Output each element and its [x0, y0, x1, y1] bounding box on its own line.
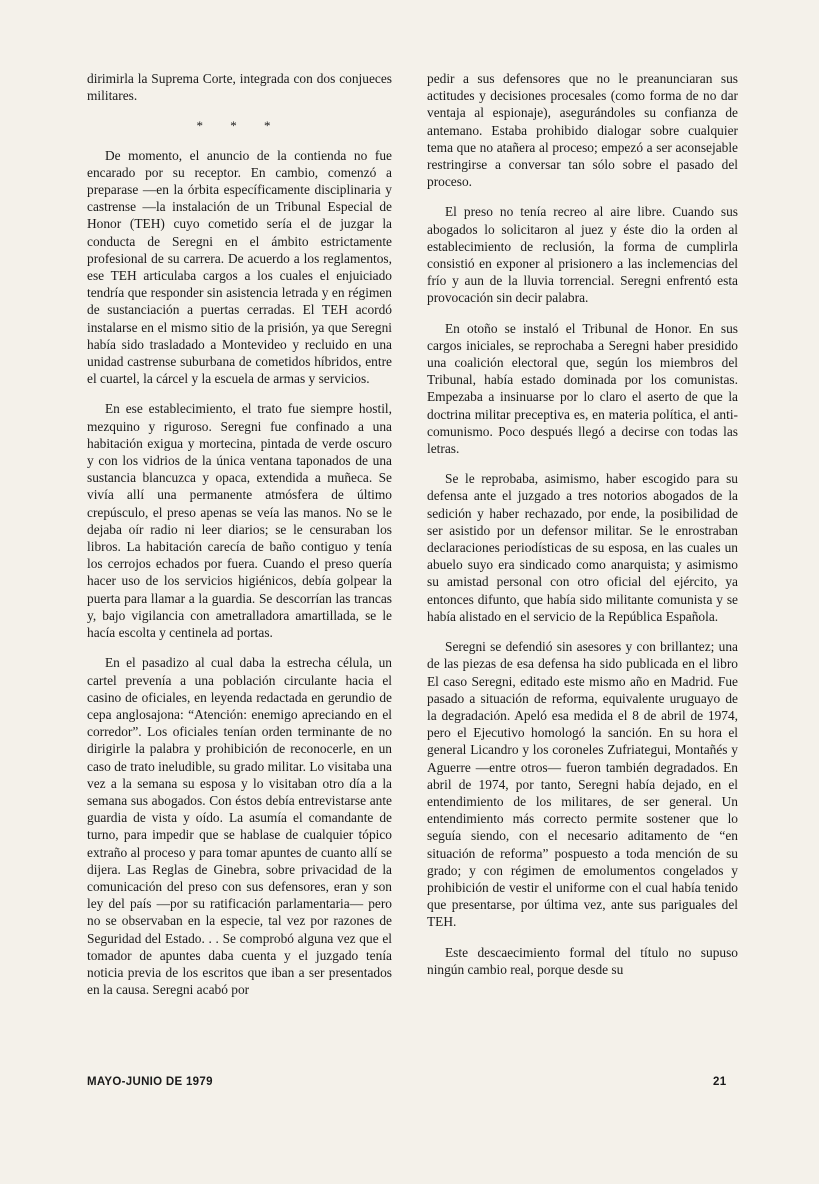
paragraph: Este descaecimiento formal del título no supuso ningún cambio real, porque desde su — [427, 944, 738, 977]
paragraph: En ese establecimiento, el trato fue siempre hostil, mezquino y riguroso. Seregni fue confinado a una habitación exigua y mortecina, pintada de verde oscuro y con los vidrios de la única ventana taponados de una sustancia blancuzca y opaca, extendida a muñeca. Se vivía allí una permanente atmósfera de último crepúsculo, el preso apenas se veía las manos. No se le dejaba oír radio ni leer diarios; se le censuraban los libros. La habitación carecía de baño contiguo y tenía los cerrojos echados por fuera. Cuando el preso quería hacer uso de los servicios higiénicos, debía golpear la puerta para llamar a la guardia. Se descorrían las trancas y, bajo vigilancia con ametralladora amartillada, se le hacía escolta y centinela ad portas. — [87, 401, 392, 641]
paragraph: pedir a sus defensores que no le preanunciaran sus actitudes y decisiones procesales (como forma de no dar ventaja al espionaje), asegurándoles su confianza de antemano. Estaba prohibido dialogar sobre cualquier tema que no atañera al proceso; empezó a ser aconsejable restringirse a conversar tan sólo sobre el pasado del proceso. — [427, 71, 738, 190]
page-number: 21 — [713, 1076, 727, 1088]
left-column — [87, 70, 392, 1011]
section-separator: * * * — [196, 118, 283, 134]
paragraph: El preso no tenía recreo al aire libre. Cuando sus abogados lo solicitaron al juez y éste dio la orden al establecimiento de reclusión, la forma de cumplirla consistió en exponer al prisionero a las inclemencias del frío y aun de la lluvia torrencial. Seregni enfrentó esta provocación sin decir palabra. — [427, 204, 738, 306]
paragraph: Se le reprobaba, asimismo, haber escogido para su defensa ante el juzgado a tres notorios abogados de la sedición y haber rechazado, por ende, la posibilidad de ser asistido por un defensor militar. Se le enrostraban declaraciones periodísticas de su esposa, en las cuales un abuelo suyo era sindicado como anarquista; y asimismo su amistad personal con otro oficial del ejército, ya entonces difunto, que había sido militante comunista y se había alistado en el servicio de la República Española. — [427, 471, 738, 624]
paragraph: En otoño se instaló el Tribunal de Honor. En sus cargos iniciales, se reprochaba a Seregni haber presidido una coalición electoral que, según los miembros del Tribunal, había estado dominada por los comunistas. Empezaba a insinuarse por lo claro el aserto de que la doctrina militar preceptiva es, en materia política, el anti-comunismo. Poco después llegó a decirse con todas las letras. — [427, 320, 738, 457]
paragraph: De momento, el anuncio de la contienda no fue encarado por su receptor. En cambio, comenzó a preparase —en la órbita específicamente disciplinaria y castrense —la instalación de un Tribunal Especial de Honor (TEH) cuyo cometido sería el de juzgar la conducta de Seregni en el ámbito estrictamente profesional de su carrera. De acuerdo a los reglamentos, ese TEH articulaba cargos a los cuales el enjuiciado tendría que responder sin asistencia letrada y en régimen de sustanciación a puertas cerradas. El TEH acordó instalarse en el mismo sitio de la prisión, ya que Seregni había sido trasladado a Montevideo y recluido en una unidad castrense suburbana de cometidos híbridos, entre el cuartel, la cárcel y la escuela de armas y servicios. — [87, 147, 392, 387]
issue-date: MAYO-JUNIO DE 1979 — [87, 1076, 213, 1088]
paragraph: En el pasadizo al cual daba la estrecha célula, un cartel prevenía a una población circulante hacia el casino de oficiales, en leyenda redactada en gerundio de cepa anglosajona: “Atención: enemigo apreciando en el corredor”. Los oficiales tenían orden terminante de no dirigirle la palabra y prohibición de reconocerle, en un caso de trato ineludible, su grado militar. Lo visitaba una vez a la semana su esposa y lo visitaban otro día a la semana sus abogados. Con éstos debía entrevistarse ante guardia de vista y oído. La asumía el comandante de turno, para impedir que se hablase de cualquier tópico extraño al proceso y para tomar apuntes de cuanto allí se dijera. Las Reglas de Ginebra, sobre privacidad de la comunicación del preso con sus defensores, eran y son ley del país —por su ratificación parlamentaria— pero no se observaban en la especie, tal vez por razones de Seguridad del Estado. . . Se comprobó alguna vez que el tomador de apuntes daba cuenta y el juzgado tenía noticia previa de los escritos que iban a ser presentados en la causa. Seregni acabó por — [87, 655, 392, 998]
paragraph: Seregni se defendió sin asesores y con brillantez; una de las piezas de esa defensa ha sido publicada en el libro El caso Seregni, editado este mismo año en Madrid. Fue pasado a situación de reforma, equivalente uruguayo de la degradación. Apeló esa medida el 8 de abril de 1974, pero el Ejecutivo homologó la sanción. En su hora el general Licandro y los coroneles Zufriategui, Montañés y Aguerre —entre otros— fueron también degradados. En abril de 1974, por tanto, Seregni había dejado, en el entendimiento de los militares, de ser general. Un entendimiento más correcto permite sostener que lo seguía siendo, con el necesario aditamento de “en situación de reforma” pospuesto a toda mención de su grado; y con régimen de emolumentos congelados y prohibición de vestir el uniforme con el cual había tenido que presentarse, por última vez, ante sus pariguales del TEH. — [427, 639, 738, 930]
right-column — [427, 70, 738, 991]
paragraph: dirimirla la Suprema Corte, integrada con dos conjueces militares. — [87, 71, 392, 104]
